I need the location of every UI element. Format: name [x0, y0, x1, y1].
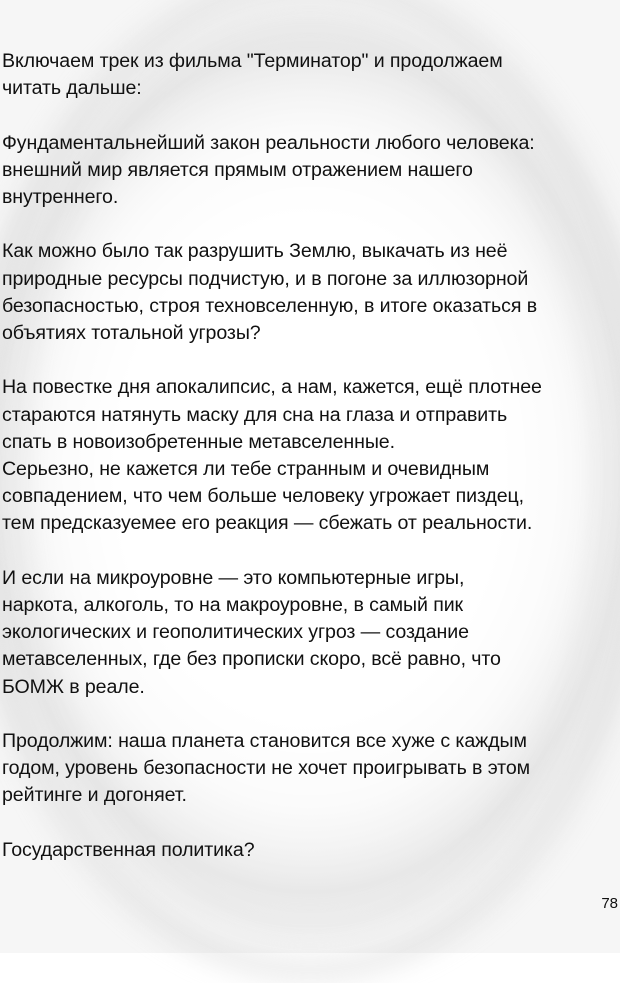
paragraph-seriously: Серьезно, не кажется ли тебе странным и очевидным совпадением, что чем больше человеку угрожает пиздец, тем предсказуемее его реакция — сбежать от реальности. [2, 458, 533, 535]
paragraph-micro-macro: И если на микроуровне — это компьютерные игры, наркота, алкоголь, то на макроуровне, в самый пик экологических и геополитических угроз — создание метавселенных, где без прописки скоро, всё равно, что БОМЖ в реале. [2, 566, 501, 698]
paragraph-apocalypse: На повестке дня апокалипсис, а нам, кажется, ещё плотнее стараются натянуть маску для сна на глаза и отправить спать в новоизобретенные метавселенные. [2, 376, 542, 453]
document-body [2, 48, 614, 891]
paragraph-intro: Включаем трек из фильма "Терминатор" и продолжаем читать дальше: [2, 50, 503, 100]
paragraph-fundamental-law: Фундаментальнейший закон реальности любого человека: внешний мир является прямым отражением нашего внутреннего. [2, 131, 535, 208]
paragraph-earth-question: Как можно было так разрушить Землю, выкачать из неё природные ресурсы подчистую, и в погоне за иллюзорной безопасностью, строя техновселенную, в итоге оказаться в объятиях тотальной угрозы? [2, 240, 538, 344]
paragraph-continue: Продолжим: наша планета становится все хуже с каждым годом, уровень безопасности не хочет проигрывать в этом рейтинге и догоняет. [2, 730, 530, 807]
paragraph-state-policy: Государственная политика? [2, 838, 255, 861]
page-number: 78 [601, 895, 618, 912]
